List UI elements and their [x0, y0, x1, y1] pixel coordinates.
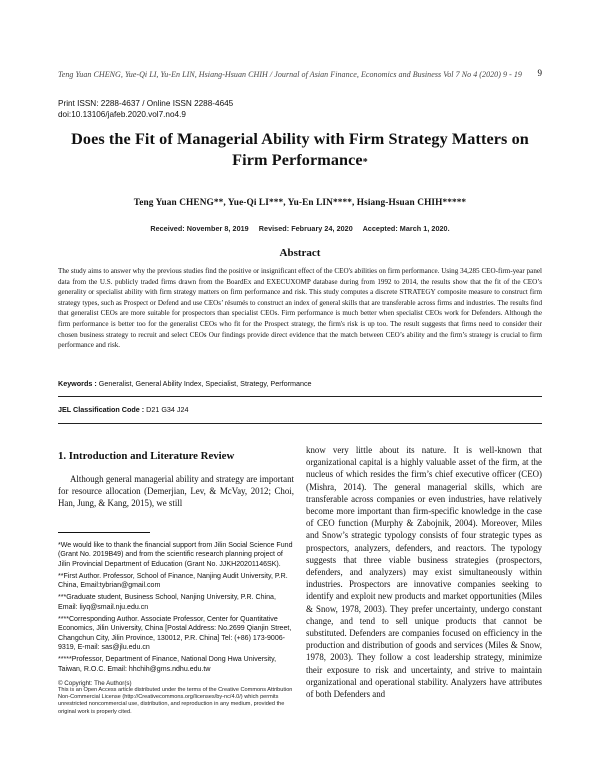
jel-classification-line: [58, 405, 542, 424]
jel-label: JEL Classification Code :: [58, 405, 145, 414]
abstract-text: The study aims to answer why the previous studies find the positive or insignificant effect of the CEO's abilities on firm performance. Using 34,285 CEO-firm-year panel data from the U.S. publicly traded firms drawn from the BoardEx and EXECUXOMP database during from 1992 to 2014, the results show that the fit of the CEO’s generality or specialist ability with firm strategy matters on firm performance and risk. This study computes a discrete STRATEGY composite measure to construct firm strategy types, such as Prospect or Defend and use CEOs’ résumés to construct an index of general skills that are transferable across firms and industries. The results find that generalist CEOs are more suitable for prospectors than specialist CEOs. Firm performance is much better when specialist CEOs work for Defenders. Although the firm performance is better too for the generalist CEOs who fit for the Prospect strategy, the firm's risk is up too. The result suggests that firms need to consider their chosen business strategy to recruit and select CEOs Our findings provide direct evidence that the match between CEO’s ability and the firm’s strategy is crucial to firm performance and risk.: [58, 267, 542, 350]
author-list: Teng Yuan CHENG**, Yue-Qi LI***, Yu-En LIN****, Hsiang-Hsuan CHIH*****: [133, 198, 467, 208]
paper-title: [58, 129, 542, 171]
page-number: 9: [537, 68, 542, 78]
footnote-4: ****Corresponding Author. Associate Professor, Center for Quantitative Economics, Jilin University, China [Postal Address: No.2699 Qianjin Street, Changchun City, Jilin Province, 130012, P.R. China] Tel: (+86) 173-9006-9319, E-mail: sas@jlu.edu.cn: [58, 616, 292, 651]
running-header-text: Teng Yuan CHENG, Yue-Qi LI, Yu-En LIN, Hsiang-Hsuan CHIH / Journal of Asian Finance, Economics and Business Vol 7 No 4 (2020) 9 - 19: [58, 70, 522, 79]
footnote-5: *****Professor, Department of Finance, National Dong Hwa University, Taiwan, R.O.C. Email: hhchih@gms.ndhu.edu.tw: [58, 656, 277, 673]
issn-doi-block: [58, 98, 233, 120]
copyright-block: [58, 680, 294, 716]
footnote-3: ***Graduate student, Business School, Nanjing University, P.R. China, Email: liyq@smail.nju.edu.cn: [58, 594, 276, 611]
title-footnote-mark: *: [362, 157, 368, 168]
right-column: [306, 444, 542, 764]
license-text: This is an Open Access article distributed under the terms of the Creative Commons Attribution Non-Commercial License (http://Creativecommons.org/licenses/by-nc/4.0/) which permits unrestricted noncommercial use, distribution, and reproduction in any medium, provided the original work is properly cited.: [58, 687, 293, 715]
publication-dates: [58, 224, 542, 233]
left-column: [58, 444, 294, 764]
two-column-body: [58, 444, 542, 764]
right-column-text: know very little about its nature. It is well-known that organizational capital is a highly valuable asset of the firm, at the nucleus of which resides the firm’s chief executive officer (CEO) (Mishra, 2014). The general managerial skills, which are transferable across companies or even industries, have relatively become more important than firm-specific knowledge in the case of CEO function (Murphy & Zabojnik, 2004). Moreover, Miles and Snow’s strategic typology consists of four strategic types as prospectors, analyzers, defenders, and reactors. The typology suggests that three viable business strategies (prospectors, defenders, and analyzers) may exist simultaneously within industries. Prospectors are innovative companies seeking to identify and exploit new products and market opportunities (Miles & Snow, 1978, 2003). They prefer uncertainty, undergo constant change, and tend to sell unique products that cannot be substituted. Defenders are companies focused on efficiency in the production and distribution of goods and services (Miles & Snow, 1978, 2003). They follow a cost leadership strategy, minimize their exposure to risk and uncertainty, and strive to maintain organizational and operational stability. Analyzers have attributes of both Defenders and: [306, 445, 542, 700]
footnote-1: *We would like to thank the financial support from Jilin Social Science Fund (Grant No. 2019B49) and from the scientific research planning project of Jilin Provincial Department of Education (Grant No. JJKH20201146SK).: [58, 542, 293, 568]
keywords-text: Generalist, General Ability Index, Specialist, Strategy, Performance: [98, 379, 312, 388]
keywords-line: [58, 379, 542, 397]
footnote-2: **First Author. Professor, School of Finance, Nanjing Audit University, P.R. China, Email:tybrian@gmail.com: [58, 572, 288, 590]
doi-line: doi:10.13106/jafeb.2020.vol7.no4.9: [58, 110, 186, 119]
accepted-date: Accepted: March 1, 2020.: [362, 224, 450, 233]
keywords-label: Keywords :: [58, 379, 97, 388]
footnote-rule: [58, 532, 150, 533]
footnotes: [58, 532, 294, 716]
revised-date: Revised: February 24, 2020: [258, 224, 353, 233]
received-date: Received: November 8, 2019: [150, 224, 249, 233]
section-heading: 1. Introduction and Literature Review: [58, 450, 235, 462]
running-header: [58, 70, 542, 79]
abstract-heading: Abstract: [279, 247, 321, 259]
jel-codes: D21 G34 J24: [146, 405, 189, 414]
paper-title-text: Does the Fit of Managerial Ability with Firm Strategy Matters on Firm Performance: [71, 130, 529, 169]
intro-paragraph: Although general managerial ability and strategy are important for resource allocation (Demerjian, Lev, & McVay, 2012; Choi, Han, Jung, & Kang, 2015), we still: [58, 474, 294, 509]
copyright-line: © Copyright: The Author(s): [58, 679, 132, 687]
issn-line: Print ISSN: 2288-4637 / Online ISSN 2288-4645: [58, 99, 234, 108]
